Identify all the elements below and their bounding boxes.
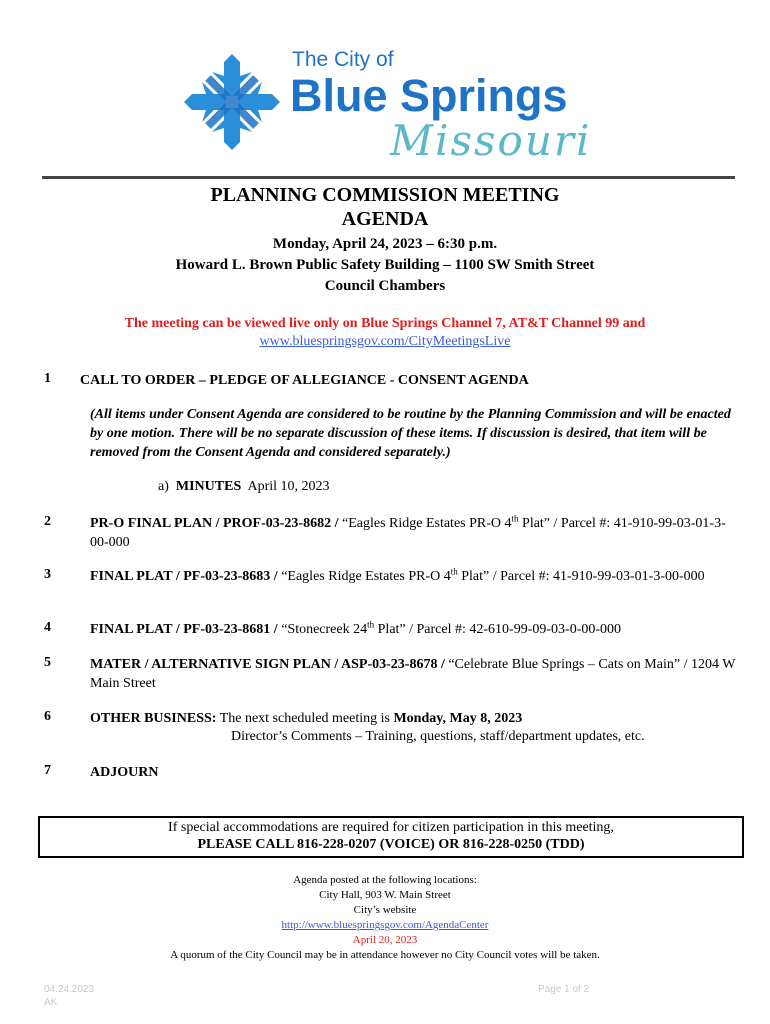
footer-initials: AK: [44, 997, 58, 1008]
logo-line-blue-springs: Blue Springs: [290, 70, 568, 121]
item-6-text: The next scheduled meeting is: [216, 711, 394, 726]
snowflake-icon: [182, 52, 282, 152]
item-5: [90, 655, 740, 693]
page-title-line2: AGENDA: [341, 208, 429, 230]
page-title-line1: PLANNING COMMISSION MEETING: [210, 184, 560, 206]
item-2: [90, 514, 740, 552]
item-4-text: “Stonecreek 24: [277, 622, 368, 637]
item-number-5: 5: [44, 655, 51, 670]
item-5-label: MATER / ALTERNATIVE SIGN PLAN / ASP-03-23-8678 /: [90, 657, 445, 672]
header-divider: [42, 176, 735, 179]
item-6-label: OTHER BUSINESS:: [90, 711, 217, 726]
meeting-date: Monday, April 24, 2023 – 6:30 p.m.: [272, 236, 498, 252]
broadcast-link-row: [0, 334, 770, 350]
item-3-text-cont: Plat” / Parcel #: 41-910-99-03-01-3-00-000: [457, 569, 705, 584]
posting-date: April 20, 2023: [352, 934, 418, 946]
broadcast-link[interactable]: www.bluespringsgov.com/CityMeetingsLive: [259, 334, 511, 349]
item-number-6: 6: [44, 709, 51, 724]
quorum-notice: A quorum of the City Council may be in attendance however no City Council votes will be taken.: [170, 949, 600, 961]
minutes-subitem: [158, 477, 330, 496]
minutes-label: MINUTES: [175, 479, 242, 494]
accommodations-line1: If special accommodations are required for citizen participation in this meeting,: [168, 820, 614, 835]
next-meeting-date: Monday, May 8, 2023: [393, 711, 523, 726]
meeting-room: Council Chambers: [324, 278, 446, 294]
item-2-text-cont: Plat” / Parcel #: 41-910-99-03-01-3-00-000: [90, 516, 726, 550]
agenda-center-link[interactable]: http://www.bluespringsgov.com/AgendaCenter: [281, 919, 489, 931]
item-2-label: PR-O FINAL PLAN / PROF-03-23-8682 /: [90, 516, 339, 531]
item-number-2: 2: [44, 514, 51, 529]
posting-website: City’s website: [353, 904, 417, 916]
item-3-label: FINAL PLAT / PF-03-23-8683 /: [90, 569, 278, 584]
item-4-label: FINAL PLAT / PF-03-23-8681 /: [90, 622, 278, 637]
item-1-heading: CALL TO ORDER – PLEDGE OF ALLEGIANCE - CONSENT AGENDA: [80, 373, 529, 388]
item-number-3: 3: [44, 567, 51, 582]
consent-agenda-note: (All items under Consent Agenda are considered to be routine by the Planning Commission and will be enacted by one motion. There will be no separate discussion of these items. If discussion is desired, that item will be removed from the Consent Agenda and considered separately.): [90, 407, 731, 460]
directors-comments: Director’s Comments – Training, questions, staff/department updates, etc.: [231, 729, 645, 744]
accommodations-notice-box: [38, 816, 744, 858]
logo-line-the-city-of: The City of: [292, 48, 394, 71]
item-number-7: 7: [44, 763, 51, 778]
posting-link-row: [0, 918, 770, 933]
item-number-4: 4: [44, 620, 51, 635]
item-5-text: “Celebrate Blue Springs – Cats on Main” / 1204 W Main Street: [90, 657, 736, 691]
item-7-label: ADJOURN: [90, 765, 159, 780]
item-4-sup: th: [367, 619, 375, 630]
item-2-text: “Eagles Ridge Estates PR-O 4: [338, 516, 512, 531]
posting-city-hall: City Hall, 903 W. Main Street: [319, 889, 451, 901]
page-number: Page 1 of 2: [538, 984, 590, 995]
item-number-1: 1: [44, 371, 51, 386]
item-3-sup: th: [450, 566, 458, 577]
item-4-text-cont: Plat” / Parcel #: 42-610-99-09-03-0-00-000: [374, 622, 622, 637]
item-2-sup: th: [511, 513, 519, 524]
meeting-location: Howard L. Brown Public Safety Building – 1100 SW Smith Street: [175, 257, 595, 273]
city-logo: [180, 44, 620, 164]
minutes-marker: a): [158, 479, 169, 494]
accommodations-phone: PLEASE CALL 816-228-0207 (VOICE) OR 816-228-0250 (TDD): [197, 837, 585, 852]
item-6: [90, 709, 740, 728]
footer-date: 04.24.2023: [44, 984, 95, 995]
broadcast-notice: The meeting can be viewed live only on Blue Springs Channel 7, AT&T Channel 99 and: [124, 316, 646, 331]
minutes-date: April 10, 2023: [247, 479, 330, 494]
item-3: [90, 567, 740, 586]
logo-line-missouri: Missouri: [390, 116, 592, 165]
item-4: [90, 620, 740, 639]
posting-heading: Agenda posted at the following locations:: [293, 874, 477, 886]
item-3-text: “Eagles Ridge Estates PR-O 4: [277, 569, 451, 584]
